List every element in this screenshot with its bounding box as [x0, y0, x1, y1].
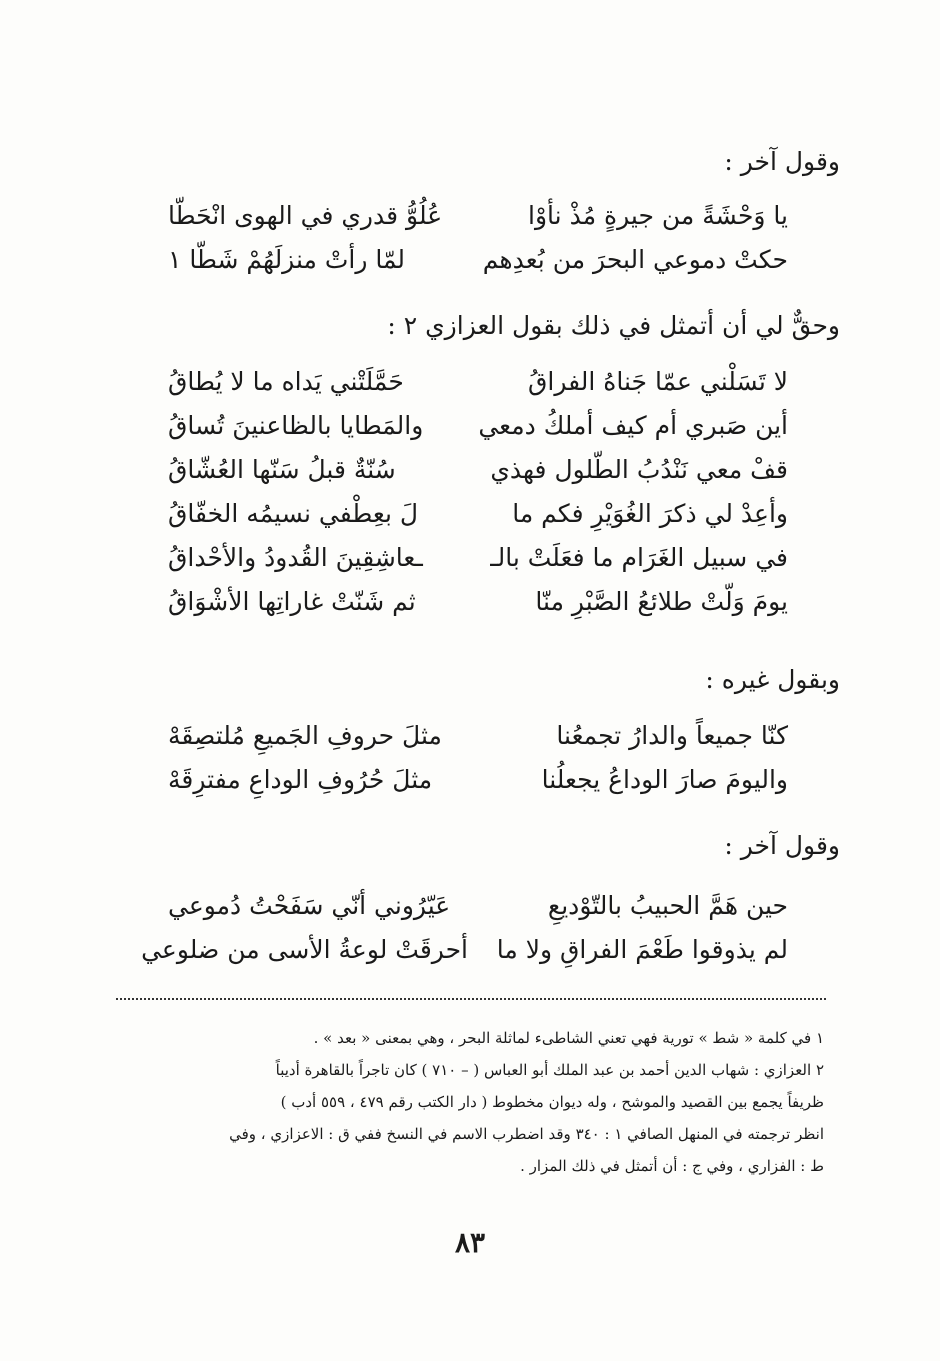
footnote-line: ط : الفزاري ، وفي ج : أن أتمثل في ذلك المزار .: [520, 1157, 824, 1175]
verse-first-hemistich: واليومَ صارَ الوداعُ يجعلُنا: [541, 765, 788, 794]
verse-second-hemistich: سُنّةٌ قبلُ سَنّها العُشّاقُ: [168, 455, 396, 484]
verse-line: [168, 758, 788, 802]
verse-first-hemistich: لم يذوقوا طَعْمَ الفراقِ ولا ما: [496, 935, 788, 964]
verse-second-hemistich: مثلَ حُرُوفِ الوداعِ مفترِقَهْ: [168, 765, 433, 794]
poem-stanza: [141, 884, 788, 972]
verse-first-hemistich: أين صَبري أم كيف أملكُ دمعي: [478, 411, 788, 440]
verse-first-hemistich: قفْ معي نَنْدُبُ الطّلول فهذي: [490, 455, 788, 484]
verse-second-hemistich: والمَطايا بالظاعنينَ تُساقُ: [168, 411, 424, 440]
verse-line: [168, 238, 788, 282]
verse-second-hemistich: ـعاشِقِينَ القُدودُ والأحْداقُ: [168, 543, 423, 572]
poem-stanza: [168, 714, 788, 802]
verse-line: [168, 194, 788, 238]
verse-first-hemistich: لا تَسَلْني عمّا جَناهُ الفراقُ: [527, 367, 788, 396]
verse-first-hemistich: حين هَمَّ الحبيبُ بالتّوْديعِ: [547, 891, 788, 920]
verse-second-hemistich: لمّا رأتْ منزلَهُمْ شَطّا ١: [168, 245, 406, 274]
verse-second-hemistich: أحرقَتْ لوعةُ الأسى من ضلوعي: [141, 935, 468, 964]
verse-first-hemistich: يومَ وَلّتْ طلائعُ الصَّبْرِ منّا: [535, 587, 788, 616]
section-intro: وقول آخر :: [724, 147, 840, 176]
verse-first-hemistich: في سبيل الغَرَام ما فعَلَتْ بالـ: [490, 543, 788, 572]
verse-second-hemistich: حَمَّلَتْني يَداه ما لا يُطاقُ: [168, 367, 404, 396]
footnote-line: ٢ العزازي : شهاب الدين أحمد بن عبد الملك أبو العباس ( – ٧١٠ ) كان تاجراً بالقاهرة أديباً: [275, 1061, 824, 1079]
footnote-line: ١ في كلمة « شط » تورية فهي تعني الشاطىء لماثلة البحر ، وهي بمعنى « بعد » .: [313, 1029, 824, 1047]
verse-line: [168, 404, 788, 448]
verse-line: [141, 928, 788, 972]
footnote-line: ظريفاً يجمع بين القصيد والموشح ، وله ديوان مخطوط ( دار الكتب رقم ٤٧٩ ، ٥٥٩ أدب ): [280, 1093, 824, 1111]
verse-second-hemistich: عَيّرُوني أنّي سَفَحْتُ دُموعي: [168, 891, 451, 920]
verse-line: [168, 884, 788, 928]
section-intro: وحقٌّ لي أن أتمثل في ذلك بقول العزازي ٢ :: [387, 311, 840, 340]
poem-stanza: [168, 360, 788, 624]
verse-line: [168, 580, 788, 624]
verse-line: [168, 536, 788, 580]
verse-line: [168, 448, 788, 492]
verse-first-hemistich: يا وَحْشَةً من جيرةٍ مُذْ نأوْا: [528, 201, 788, 230]
verse-first-hemistich: وأعِدْ لي ذكرَ الغُوَيْرِ فكم ما: [512, 499, 788, 528]
verse-line: [168, 360, 788, 404]
section-intro: وقول آخر :: [724, 831, 840, 860]
verse-line: [168, 492, 788, 536]
verse-first-hemistich: كنّا جميعاً والدارُ تجمعُنا: [556, 721, 788, 750]
verse-second-hemistich: ثم شَنّتْ غاراتِها الأشْوَاقُ: [168, 587, 416, 616]
page-number: ٨٣: [454, 1226, 486, 1259]
poem-stanza: [168, 194, 788, 282]
verse-second-hemistich: لَ بعِطْفي نسيمُه الخفّاقُ: [168, 499, 419, 528]
footnote-separator: [116, 998, 826, 1000]
footnote-line: انظر ترجمته في المنهل الصافي ١ : ٣٤٠ وقد اضطرب الاسم في النسخ ففي ق : الاعزازي ، وفي: [229, 1125, 824, 1143]
verse-line: [168, 714, 788, 758]
verse-first-hemistich: حكتْ دموعي البحرَ من بُعدِهم: [482, 245, 788, 274]
footnotes: [108, 1022, 824, 1182]
verse-second-hemistich: عُلُوُّ قدري في الهوى انْحَطّا: [168, 201, 443, 230]
section-intro: وبقول غيره :: [705, 665, 840, 694]
verse-second-hemistich: مثلَ حروفِ الجَميعِ مُلتصِقَهْ: [168, 721, 442, 750]
